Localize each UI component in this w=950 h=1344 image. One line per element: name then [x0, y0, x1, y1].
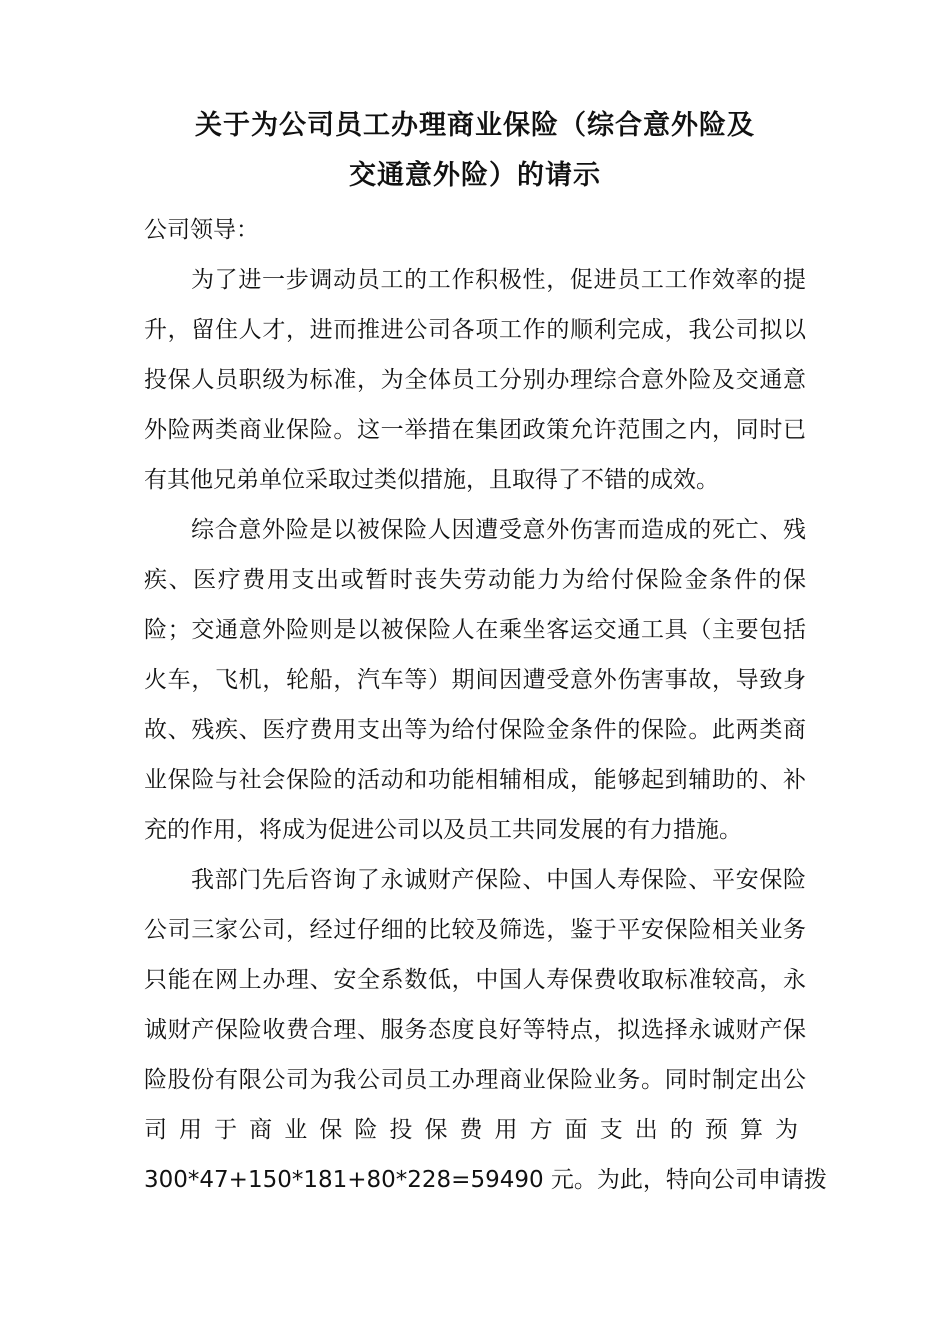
body-line: 有其他兄弟单位采取过类似措施，且取得了不错的成效。 — [144, 467, 719, 493]
document-title-line-2: 交通意外险）的请示 — [349, 160, 601, 191]
body-line: 外险两类商业保险。这一举措在集团政策允许范围之内，同时已 — [144, 417, 806, 443]
body-line: 诚财产保险收费合理、服务态度良好等特点，拟选择永诚财产保 — [144, 1017, 806, 1043]
body-line: 险；交通意外险则是以被保险人在乘坐客运交通工具（主要包括 — [144, 617, 806, 643]
body-line: 充的作用，将成为促进公司以及员工共同发展的有力措施。 — [144, 817, 742, 843]
salutation: 公司领导： — [144, 217, 259, 243]
body-line: 司用于商业保险投保费用方面支出的预算为 — [144, 1117, 806, 1143]
body-line: 险股份有限公司为我公司员工办理商业保险业务。同时制定出公 — [144, 1067, 806, 1093]
body-line: 综合意外险是以被保险人因遭受意外伤害而造成的死亡、残 — [191, 517, 806, 543]
body-line: 我部门先后咨询了永诚财产保险、中国人寿保险、平安保险 — [191, 867, 806, 893]
document-title-line-1: 关于为公司员工办理商业保险（综合意外险及 — [195, 110, 755, 141]
body-line: 疾、医疗费用支出或暂时丧失劳动能力为给付保险金条件的保 — [144, 567, 806, 593]
body-line: 升，留住人才，进而推进公司各项工作的顺利完成，我公司拟以 — [144, 317, 806, 343]
body-line: 业保险与社会保险的活动和功能相辅相成，能够起到辅助的、补 — [144, 767, 806, 793]
body-line: 故、残疾、医疗费用支出等为给付保险金条件的保险。此两类商 — [144, 717, 806, 743]
body-line: 公司三家公司，经过仔细的比较及筛选，鉴于平安保险相关业务 — [144, 917, 806, 943]
body-line: 火车，飞机，轮船，汽车等）期间因遭受意外伤害事故，导致身 — [144, 667, 806, 693]
body-line: 投保人员职级为标准，为全体员工分别办理综合意外险及交通意 — [144, 367, 806, 393]
body-line: 300*47+150*181+80*228=59490 元。为此，特向公司申请拨 — [144, 1167, 827, 1193]
body-line: 只能在网上办理、安全系数低，中国人寿保费收取标准较高，永 — [144, 967, 806, 993]
body-line: 为了进一步调动员工的工作积极性，促进员工工作效率的提 — [191, 267, 806, 293]
